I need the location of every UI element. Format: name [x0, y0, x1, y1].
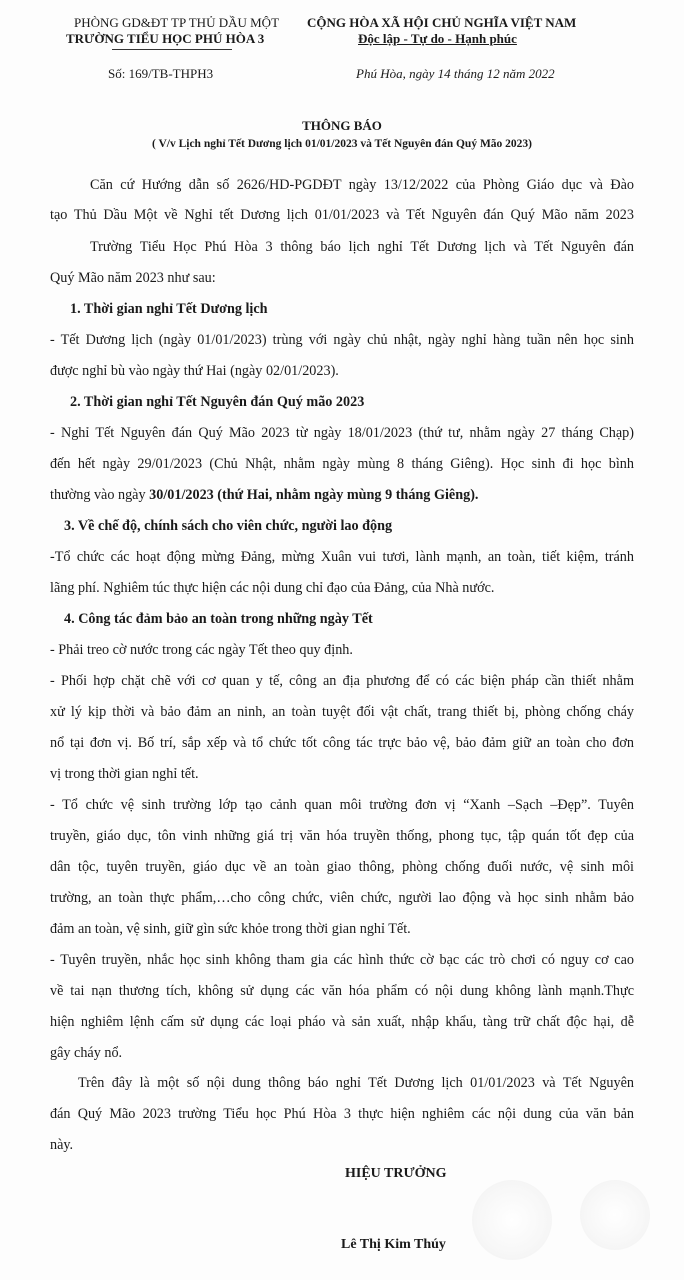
section-4-line: hiện nghiêm lệnh cấm sử dụng các loại pháo và sản xuất, nhập khẩu, tàng trữ chất độc hại, dễ [50, 1014, 634, 1030]
section-2-line: - Nghỉ Tết Nguyên đán Quý Mão 2023 từ ngày 18/01/2023 (thứ tư, nhằm ngày 27 tháng Chạp) [50, 425, 634, 441]
section-4-heading: 4. Công tác đảm bảo an toàn trong những ngày Tết [64, 611, 373, 627]
section-4-line: về tai nạn thương tích, không sử dụng các văn hóa phẩm có nội dung không lành mạnh.Thực [50, 983, 634, 999]
intro-p2-line1: Trường Tiểu Học Phú Hòa 3 thông báo lịch nghỉ Tết Dương lịch và Tết Nguyên đán [90, 239, 634, 255]
document-title: THÔNG BÁO [302, 118, 382, 133]
closing-line: này. [50, 1137, 74, 1153]
closing-line: Trên đây là một số nội dung thông báo nghỉ Tết Dương lịch 01/01/2023 và Tết Nguyên [78, 1075, 634, 1091]
section-3-line: -Tổ chức các hoạt động mừng Đảng, mừng Xuân vui tươi, lành mạnh, an toàn, tiết kiệm, tránh [50, 549, 634, 565]
section-1-line: được nghỉ bù vào ngày thứ Hai (ngày 02/01/2023). [50, 363, 339, 379]
closing-line: đán Quý Mão 2023 trường Tiểu học Phú Hòa 3 thực hiện nghiêm các nội dung của văn bản [50, 1106, 634, 1122]
section-4-line: trường, an toàn thực phẩm,…cho công chức, viên chức, người lao động và học sinh nhằm bảo [50, 890, 634, 906]
agency-name: PHÒNG GD&ĐT TP THỦ DẦU MỘT [74, 15, 280, 30]
nation-title: CỘNG HÒA XÃ HỘI CHỦ NGHĨA VIỆT NAM [307, 15, 577, 30]
section-1-heading: 1. Thời gian nghỉ Tết Dương lịch [70, 301, 268, 317]
section-4-line: vị trong thời gian nghỉ tết. [50, 766, 199, 782]
intro-p1-line1: Căn cứ Hướng dẫn số 2626/HD-PGDĐT ngày 13/12/2022 của Phòng Giáo dục và Đào [90, 177, 634, 193]
section-4-line: - Tổ chức vệ sinh trường lớp tạo cảnh quan môi trường đơn vị “Xanh –Sạch –Đẹp”. Tuyên [50, 797, 634, 813]
smudge-mark [472, 1180, 552, 1260]
section-2-line: đến hết ngày 29/01/2023 (Chủ Nhật, nhằm ngày mùng 8 tháng Giêng). Học sinh đi học bình [50, 456, 634, 472]
section-4-line: dân tộc, tuyên truyền, giáo dục về an toàn giao thông, phòng chống đuối nước, vệ sinh môi [50, 859, 634, 875]
section-3-heading: 3. Về chế độ, chính sách cho viên chức, người lao động [64, 518, 393, 534]
motto: Độc lập - Tự do - Hạnh phúc [358, 31, 517, 46]
signer-name: Lê Thị Kim Thúy [341, 1237, 446, 1252]
document-number: Số: 169/TB-THPH3 [108, 66, 214, 81]
section-2-return-date [50, 487, 634, 504]
smudge-mark [580, 1180, 650, 1250]
section-3-line: lãng phí. Nghiêm túc thực hiện các nội dung chỉ đạo của Đảng, của Nhà nước. [50, 580, 495, 596]
section-4-line: nổ tại đơn vị. Bố trí, sắp xếp và tổ chức tốt công tác trực bảo vệ, bảo đảm giữ an toàn cho đơn [50, 735, 634, 751]
section-4-line: - Phối hợp chặt chẽ với cơ quan y tế, công an địa phương để có các biện pháp cần thiết nhằm [50, 673, 634, 689]
section-4-line: gây cháy nổ. [50, 1045, 123, 1061]
section-4-line: - Phải treo cờ nước trong các ngày Tết theo quy định. [50, 642, 353, 658]
section-4-line: - Tuyên truyền, nhắc học sinh không tham gia các hình thức cờ bạc các trò chơi có nguy cơ cao [50, 952, 634, 968]
place-date: Phú Hòa, ngày 14 tháng 12 năm 2022 [356, 66, 555, 81]
document-subtitle: ( V/v Lịch nghỉ Tết Dương lịch 01/01/2023 và Tết Nguyên đán Quý Mão 2023) [151, 138, 533, 150]
signer-role: HIỆU TRƯỞNG [345, 1166, 447, 1181]
section-4-line: truyền, giáo dục, tôn vinh những giá trị văn hóa truyền thống, phong tục, tập quán tốt đẹp của [50, 828, 634, 844]
intro-p2-line2: Quý Mão năm 2023 như sau: [50, 270, 216, 286]
return-date-lead: thường vào ngày [50, 487, 150, 503]
return-date-bold: 30/01/2023 (thứ Hai, nhằm ngày mùng 9 tháng Giêng). [149, 487, 479, 503]
school-underline [112, 49, 232, 50]
section-2-heading: 2. Thời gian nghỉ Tết Nguyên đán Quý mão 2023 [70, 394, 365, 410]
intro-p1-line2: tạo Thủ Dầu Một về Nghỉ tết Dương lịch 01/01/2023 và Tết Nguyên đán Quý Mão năm 2023 [50, 207, 634, 223]
school-name: TRƯỜNG TIỂU HỌC PHÚ HÒA 3 [66, 31, 265, 46]
section-4-line: đảm an toàn, vệ sinh, giữ gìn sức khỏe trong thời gian nghỉ Tết. [50, 921, 411, 937]
section-4-line: xử lý kịp thời và bảo đảm an ninh, an toàn tuyệt đối vật chất, trang thiết bị, phòng chống cháy [50, 704, 634, 720]
section-1-line: - Tết Dương lịch (ngày 01/01/2023) trùng với ngày chủ nhật, ngày nghỉ hàng tuần nên học sinh [50, 332, 634, 348]
